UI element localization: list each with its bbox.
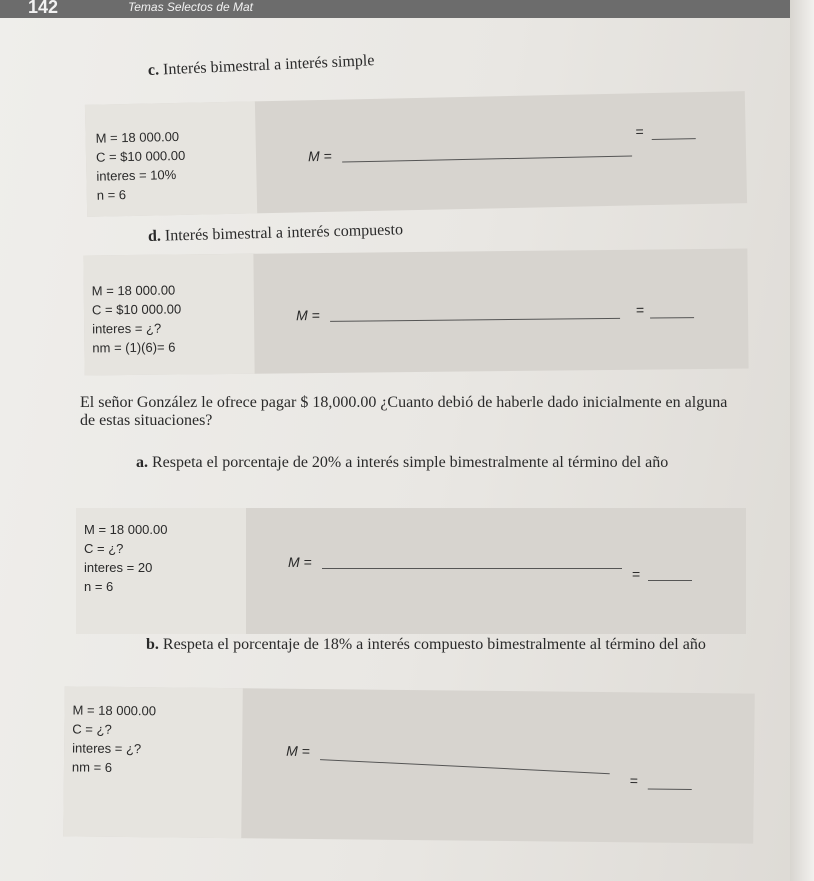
heading-d-letter: d. xyxy=(147,227,162,245)
given-b-1: C = ¿? xyxy=(72,721,112,737)
result-blank-d[interactable] xyxy=(650,317,694,318)
given-c-0: M = 18 000.00 xyxy=(95,128,180,146)
given-c-3: n = 6 xyxy=(96,187,127,203)
answer-line-b[interactable] xyxy=(320,759,610,774)
page-number: 142 xyxy=(28,0,59,17)
given-a-3: n = 6 xyxy=(84,579,114,594)
exercise-box-a xyxy=(76,508,746,634)
given-c-2: interes = 10% xyxy=(96,167,177,184)
equals-d: = xyxy=(635,301,645,318)
exercise-box-d xyxy=(83,249,748,376)
m-label-a: M = xyxy=(288,554,312,570)
page-edge xyxy=(790,0,814,881)
given-values-a xyxy=(84,520,167,596)
given-values-b xyxy=(72,700,156,777)
heading-c-letter: c. xyxy=(147,61,160,79)
heading-c-text: Interés bimestral a interés simple xyxy=(162,52,375,79)
m-label-b: M = xyxy=(286,742,310,759)
given-d-3: nm = (1)(6)= 6 xyxy=(92,339,176,356)
given-d-1: C = $10 000.00 xyxy=(91,301,182,318)
exercise-box-c xyxy=(85,91,747,217)
given-c-1: C = $10 000.00 xyxy=(95,147,186,165)
heading-a-text: Respeta el porcentaje de 20% a interés simple bimestralmente al término del año xyxy=(152,454,669,471)
given-d-0: M = 18 000.00 xyxy=(91,282,176,299)
given-a-0: M = 18 000.00 xyxy=(84,522,168,537)
heading-b xyxy=(146,636,798,653)
page-header xyxy=(0,0,790,18)
equals-a: = xyxy=(632,566,641,582)
heading-a xyxy=(136,454,748,472)
equals-c: = xyxy=(635,123,644,140)
given-values-d xyxy=(92,280,182,357)
exercise-box-b xyxy=(63,686,755,843)
answer-line-d[interactable] xyxy=(330,318,620,322)
given-b-0: M = 18 000.00 xyxy=(72,702,157,719)
result-blank-c[interactable] xyxy=(652,138,696,140)
problem-statement: El señor González le ofrece pagar $ 18,000.00 ¿Cuanto debió de haberle dado inicialmente en alguna de estas situaciones? xyxy=(80,394,728,429)
heading-d-text: Interés bimestral a interés compuesto xyxy=(164,221,404,245)
given-values-c xyxy=(95,127,186,205)
m-label-d: M = xyxy=(295,307,320,324)
header-title: Temas Selectos de Mat xyxy=(128,0,253,14)
given-a-2: interes = 20 xyxy=(84,560,153,575)
heading-b-letter: b. xyxy=(146,636,159,653)
equals-b: = xyxy=(629,772,639,789)
result-blank-a[interactable] xyxy=(648,580,692,581)
given-b-2: interes = ¿? xyxy=(72,740,142,757)
result-blank-b[interactable] xyxy=(648,789,692,790)
answer-line-c[interactable] xyxy=(342,155,632,162)
given-b-3: nm = 6 xyxy=(71,759,113,775)
given-a-1: C = ¿? xyxy=(84,541,124,556)
m-label-c: M = xyxy=(307,147,332,165)
heading-b-text: Respeta el porcentaje de 18% a interés compuesto bimestralmente al término del año xyxy=(162,636,706,653)
heading-a-letter: a. xyxy=(136,454,148,471)
given-d-2: interes = ¿? xyxy=(92,320,162,337)
answer-line-a[interactable] xyxy=(322,568,622,569)
